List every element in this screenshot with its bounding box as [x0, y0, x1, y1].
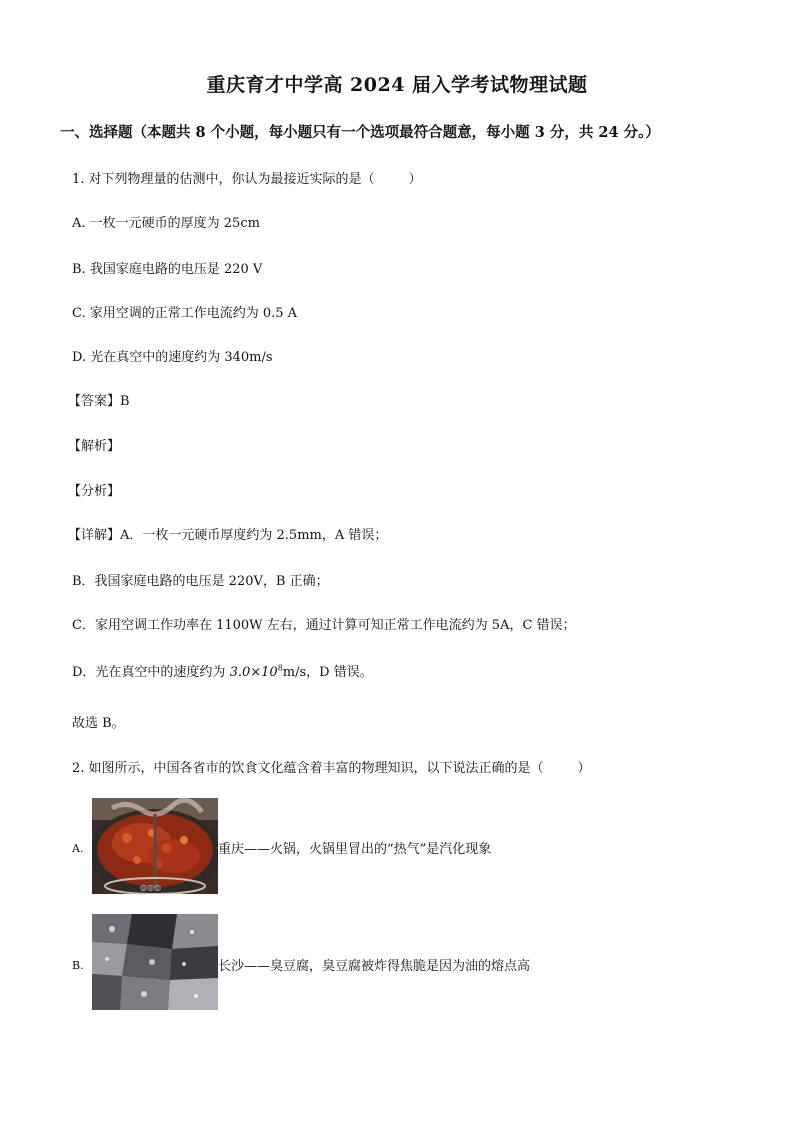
- question-2-stem: 2. 如图所示，中国各省市的饮食文化蕴含着丰富的物理知识，以下说法正确的是（ ）: [72, 761, 591, 776]
- speed-of-light-formula: $3.0\times 10^8m/s$: [229, 663, 307, 680]
- hotpot-photo: [92, 798, 218, 894]
- question-1-option-a: A. 一枚一元硬币的厚度为 25cm: [72, 216, 260, 231]
- analysis-label: 【解析】: [68, 439, 121, 454]
- question-2-option-b-letter: B.: [72, 959, 84, 972]
- detail-line-3: C．家用空调工作功率在 1100W 左右，通过计算可知正常工作电流约为 5A，C 错误；: [72, 618, 576, 633]
- question-1-stem: 1. 对下列物理量的估测中，你认为最接近实际的是（ ）: [72, 172, 422, 187]
- hotpot-image: [92, 798, 218, 894]
- detail-line-1: 【详解】A．一枚一元硬币厚度约为 2.5mm，A 错误；: [68, 528, 388, 543]
- question-1-option-d: D. 光在真空中的速度约为 340m/s: [72, 350, 273, 365]
- conclusion-line: 故选 B。: [72, 716, 125, 731]
- stinky-tofu-photo: [92, 914, 218, 1010]
- section-heading: 一、选择题（本题共 8 个小题，每小题只有一个选项最符合题意，每小题 3 分，共 24 分。）: [60, 124, 660, 141]
- stinky-tofu-image: [92, 914, 218, 1010]
- question-2-option-b-text: 长沙——臭豆腐，臭豆腐被炸得焦脆是因为油的熔点高: [218, 959, 531, 974]
- detail-line-2: B．我国家庭电路的电压是 220V，B 正确；: [72, 574, 329, 589]
- question-1-option-c: C. 家用空调的正常工作电流约为 0.5 A: [72, 306, 298, 321]
- detail-line-4: D．光在真空中的速度约为 $3.0\times 10^8m/s$，D 错误。: [72, 663, 373, 680]
- fenxi-label: 【分析】: [68, 484, 121, 499]
- question-2-option-a-text: 重庆——火锅，火锅里冒出的“热气”是汽化现象: [218, 842, 492, 857]
- page-title: 重庆育才中学高 2024 届入学考试物理试题: [206, 74, 588, 96]
- svg-text:◎◎◎: ◎◎◎: [140, 883, 161, 892]
- question-2-option-a-letter: A.: [72, 842, 84, 855]
- question-1-option-b: B. 我国家庭电路的电压是 220 V: [72, 262, 263, 277]
- answer-label: 【答案】B: [68, 394, 130, 409]
